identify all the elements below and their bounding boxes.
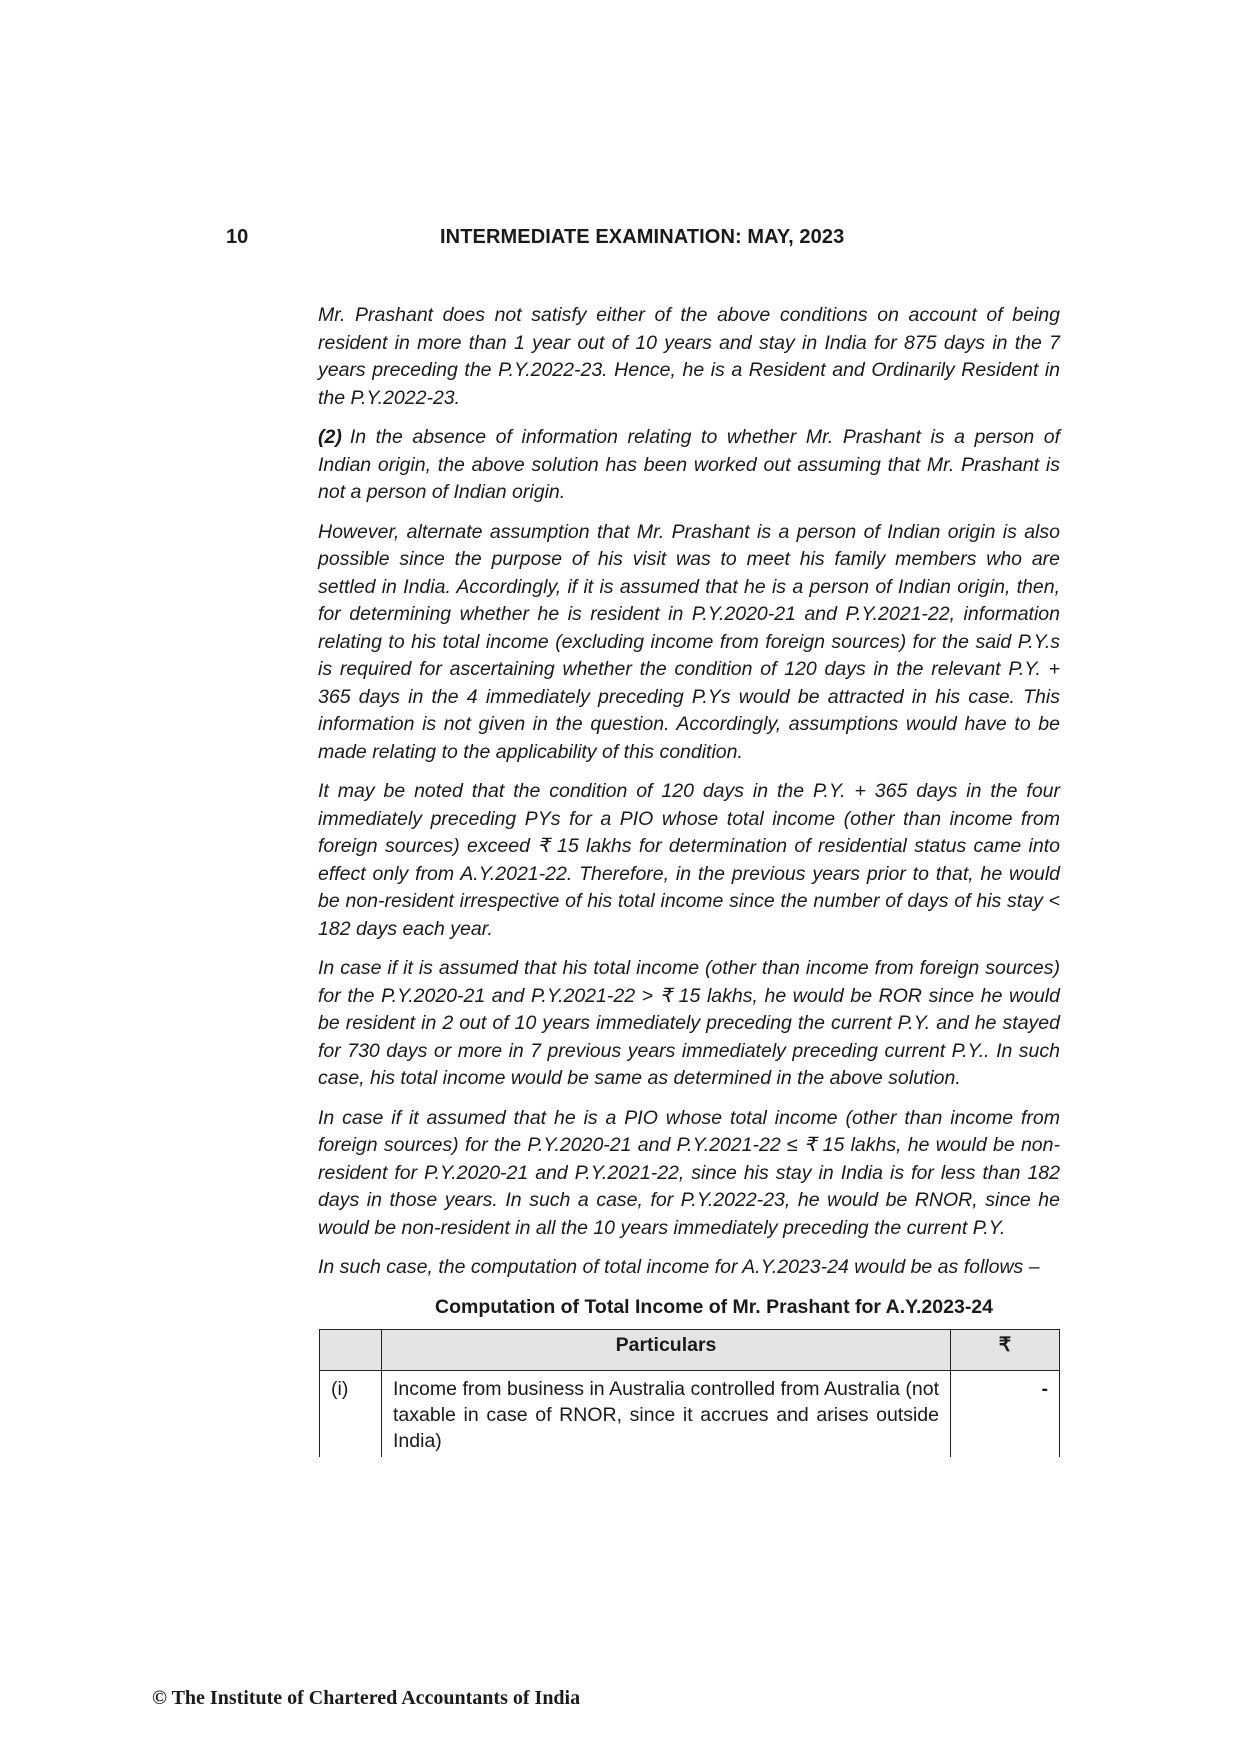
column-header-particulars: Particulars [382,1329,951,1370]
paragraph-text: In case if it assumed that he is a PIO whose total income (other than income from foreign sources) for the P.Y.2020-21 and P.Y.2021-22 ≤ ₹ 15 lakhs, he would be non-resident for P.Y.2020-21 and P.Y.2021-22, since his stay in India is for less than 182 days in those years. In such a case, for P.Y.2022-23, he would be RNOR, since he would be non-resident in all the 10 years immediately preceding the current P.Y. [318,1106,1060,1239]
paragraph-6 [318,1105,1060,1243]
paragraph-text: However, alternate assumption that Mr. Prashant is a person of Indian origin is also possible since the purpose of his visit was to meet his family members who are settled in India. Accordingly, if it is assumed that he is a person of Indian origin, then, for determining whether he is resident in P.Y.2020-21 and P.Y.2021-22, information relating to his total income (excluding income from foreign sources) for the said P.Y.s is required for ascertaining whether the condition of 120 days in the relevant P.Y. + 365 days in the 4 immediately preceding P.Ys would be attracted in his case. This information is not given in the question. Accordingly, assumptions would have to be made relating to the applicability of this condition. [318,520,1060,763]
footer-copyright: © The Institute of Chartered Accountants of India [152,1687,581,1709]
paragraph-text: It may be noted that the condition of 120 days in the P.Y. + 365 days in the four immediately preceding PYs for a PIO whose total income (other than income from foreign sources) exceed ₹ 15 lakhs for determination of residential status came into effect only from A.Y.2021-22. Therefore, in the previous years prior to that, he would be non-resident irrespective of his total income since the number of days of his stay < 182 days each year. [318,780,1060,940]
paragraph-text: In the absence of information relating to whether Mr. Prashant is a person of Indian origin, the above solution has been worked out assuming that Mr. Prashant is not a person of Indian origin. [318,426,1060,503]
paragraph-text: In such case, the computation of total income for A.Y.2023-24 would be as follows – [318,1256,1040,1278]
column-header-amount: ₹ [951,1329,1060,1370]
paragraph-number: (2) [318,426,342,448]
page-number: 10 [226,226,249,248]
table-title: Computation of Total Income of Mr. Prashant for A.Y.2023-24 [435,1295,993,1318]
table-row [320,1370,1060,1457]
paragraph-4 [318,778,1060,943]
paragraph-7 [318,1254,1060,1282]
row-amount: - [951,1370,1060,1457]
paragraph-1 [318,302,1060,412]
paragraph-text: In case if it is assumed that his total income (other than income from foreign sources) for the P.Y.2020-21 and P.Y.2021-22 > ₹ 15 lakhs, he would be ROR since he would be resident in 2 out of 10 years immediately preceding the current P.Y. and he stayed for 730 days or more in 7 previous years immediately preceding current P.Y.. In such case, his total income would be same as determined in the above solution. [318,957,1060,1089]
paragraph-3 [318,519,1060,767]
paragraph-2 [318,424,1060,507]
document-body [318,302,1060,1457]
paragraph-text: Mr. Prashant does not satisfy either of the above conditions on account of being resident in more than 1 year out of 10 years and stay in India for 875 days in the 7 years preceding the P.Y.2022-23. Hence, he is a Resident and Ordinarily Resident in the P.Y.2022-23. [318,304,1060,409]
paragraph-5 [318,955,1060,1093]
table-header-row [320,1329,1060,1370]
row-particulars: Income from business in Australia controlled from Australia (not taxable in case of RNOR, since it accrues and arises outside India) [382,1370,951,1457]
page-header-title: INTERMEDIATE EXAMINATION: MAY, 2023 [440,226,845,248]
computation-table [319,1329,1060,1457]
column-header-number [320,1329,382,1370]
row-number: (i) [320,1370,382,1457]
